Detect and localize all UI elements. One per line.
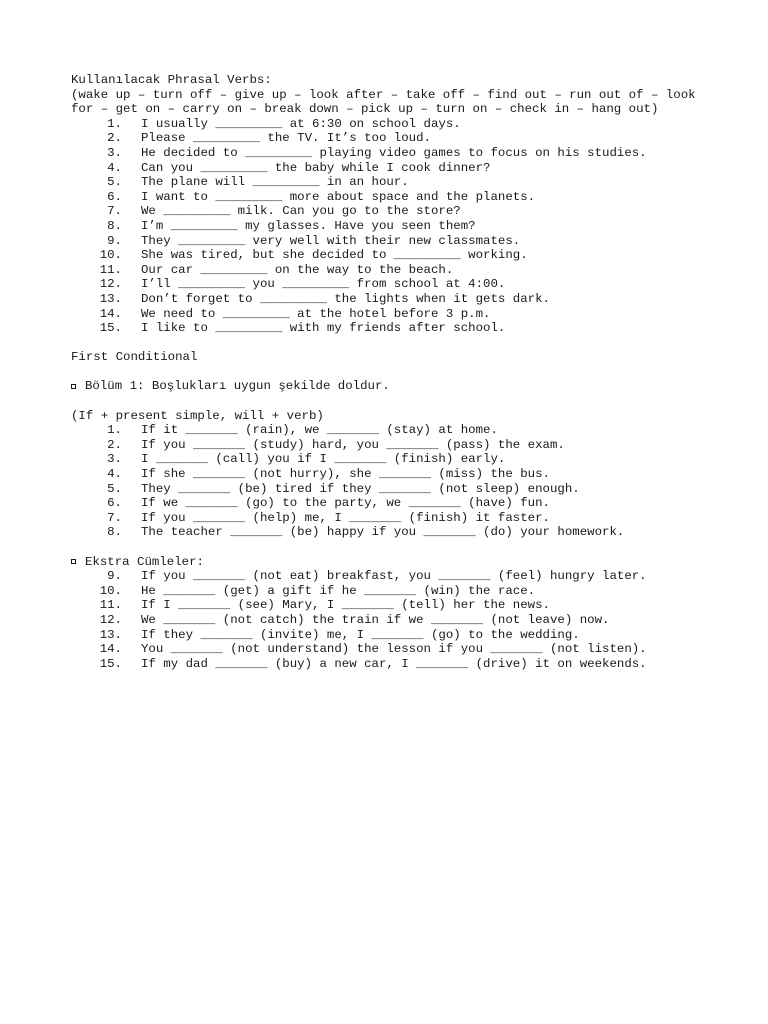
list-item <box>71 467 711 482</box>
item-number: 3. <box>107 145 122 160</box>
item-text: He decided to _________ playing video games to focus on his studies. <box>141 145 647 160</box>
item-number: 13. <box>99 291 122 306</box>
list-item <box>71 496 711 511</box>
formula-note: (If + present simple, will + verb) <box>71 408 324 423</box>
item-text: Please _________ the TV. It’s too loud. <box>141 131 431 146</box>
item-number: 10. <box>99 248 122 263</box>
phrasal-verbs-list: (wake up – turn off – give up – look after – take off – find out – run out of – look for – get on – carry on – break down – pick up – turn on – check in – hang out) <box>71 87 696 117</box>
list-item <box>71 642 711 657</box>
item-text: Don’t forget to _________ the lights when it gets dark. <box>141 291 550 306</box>
list-item <box>71 584 711 599</box>
item-number: 10. <box>99 583 122 598</box>
item-number: 7. <box>107 510 122 525</box>
item-text: Our car _________ on the way to the beach. <box>141 262 454 277</box>
item-number: 5. <box>107 481 122 496</box>
section1-title: Bölüm 1: Boşlukları uygun şekilde doldur. <box>85 379 390 394</box>
item-text: I like to _________ with my friends after school. <box>141 321 506 336</box>
item-text: The plane will _________ in an hour. <box>141 175 409 190</box>
item-text: The teacher _______ (be) happy if you _______ (do) your homework. <box>141 525 625 540</box>
item-number: 1. <box>107 116 122 131</box>
item-number: 13. <box>99 627 122 642</box>
list-item <box>71 204 711 219</box>
phrasal-verbs-heading: Kullanılacak Phrasal Verbs: <box>71 73 272 87</box>
list-item <box>71 219 711 234</box>
item-text: If you _______ (help) me, I _______ (finish) it faster. <box>141 510 550 525</box>
item-number: 6. <box>107 189 122 204</box>
extra-exercise-list <box>71 569 711 671</box>
list-item <box>71 234 711 249</box>
list-item <box>71 277 711 292</box>
item-text: If you _______ (not eat) breakfast, you _______ (feel) hungry later. <box>141 569 647 584</box>
item-text: They _______ (be) tired if they _______ (not sleep) enough. <box>141 481 580 496</box>
list-item <box>71 161 711 176</box>
item-text: I usually _________ at 6:30 on school days. <box>141 116 461 131</box>
list-item <box>71 248 711 263</box>
conditional-exercise-list <box>71 423 711 540</box>
list-item <box>71 146 711 161</box>
item-number: 8. <box>107 218 122 233</box>
item-text: She was tired, but she decided to _________ working. <box>141 248 528 263</box>
item-number: 15. <box>99 321 122 336</box>
item-text: I _______ (call) you if I _______ (finish) early. <box>141 452 506 467</box>
list-item <box>71 525 711 540</box>
item-number: 5. <box>107 175 122 190</box>
item-text: We _________ milk. Can you go to the store? <box>141 204 461 219</box>
list-item <box>71 613 711 628</box>
item-text: I’m _________ my glasses. Have you seen them? <box>141 218 476 233</box>
item-text: If it _______ (rain), we _______ (stay) at home. <box>141 423 498 438</box>
list-item <box>71 292 711 307</box>
list-item <box>71 263 711 278</box>
list-item <box>71 598 711 613</box>
item-text: They _________ very well with their new classmates. <box>141 233 521 248</box>
item-number: 12. <box>99 612 122 627</box>
item-number: 14. <box>99 306 122 321</box>
section-title: First Conditional <box>71 350 198 365</box>
item-number: 11. <box>99 262 122 277</box>
item-text: We need to _________ at the hotel before 3 p.m. <box>141 306 491 321</box>
item-number: 12. <box>99 277 122 292</box>
item-text: If my dad _______ (buy) a new car, I _______ (drive) it on weekends. <box>141 656 647 671</box>
section1-heading <box>71 379 711 394</box>
list-item <box>71 511 711 526</box>
list-item <box>71 438 711 453</box>
extra-heading <box>71 555 711 570</box>
item-number: 15. <box>99 656 122 671</box>
item-number: 4. <box>107 160 122 175</box>
item-number: 1. <box>107 423 122 438</box>
list-item <box>71 569 711 584</box>
item-number: 6. <box>107 496 122 511</box>
list-item <box>71 117 711 132</box>
list-item <box>71 482 711 497</box>
square-bullet-icon <box>71 384 76 389</box>
phrasal-exercise-list <box>71 117 711 336</box>
item-text: If she _______ (not hurry), she _______ (miss) the bus. <box>141 467 550 482</box>
item-number: 9. <box>107 233 122 248</box>
item-number: 7. <box>107 204 122 219</box>
list-item <box>71 307 711 322</box>
item-text: Can you _________ the baby while I cook dinner? <box>141 160 491 175</box>
item-text: If we _______ (go) to the party, we _______ (have) fun. <box>141 496 550 511</box>
list-item <box>71 175 711 190</box>
item-text: We _______ (not catch) the train if we _______ (not leave) now. <box>141 612 610 627</box>
item-text: I’ll _________ you _________ from school at 4:00. <box>141 277 506 292</box>
item-text: If I _______ (see) Mary, I _______ (tell) her the news. <box>141 598 550 613</box>
item-number: 9. <box>107 569 122 584</box>
item-number: 2. <box>107 437 122 452</box>
item-text: If they _______ (invite) me, I _______ (go) to the wedding. <box>141 627 580 642</box>
square-bullet-icon <box>71 559 76 564</box>
item-text: You _______ (not understand) the lesson if you _______ (not listen). <box>141 642 647 657</box>
item-number: 11. <box>99 598 122 613</box>
list-item <box>71 628 711 643</box>
list-item <box>71 131 711 146</box>
extra-title: Ekstra Cümleler: <box>85 554 204 569</box>
item-number: 14. <box>99 642 122 657</box>
item-number: 3. <box>107 452 122 467</box>
item-text: I want to _________ more about space and the planets. <box>141 189 536 204</box>
list-item <box>71 423 711 438</box>
item-text: He _______ (get) a gift if he _______ (win) the race. <box>141 583 536 598</box>
item-number: 8. <box>107 525 122 540</box>
item-number: 4. <box>107 467 122 482</box>
list-item <box>71 321 711 336</box>
list-item <box>71 452 711 467</box>
item-text: If you _______ (study) hard, you _______ (pass) the exam. <box>141 437 565 452</box>
list-item <box>71 657 711 672</box>
item-number: 2. <box>107 131 122 146</box>
list-item <box>71 190 711 205</box>
document-page <box>71 73 711 671</box>
